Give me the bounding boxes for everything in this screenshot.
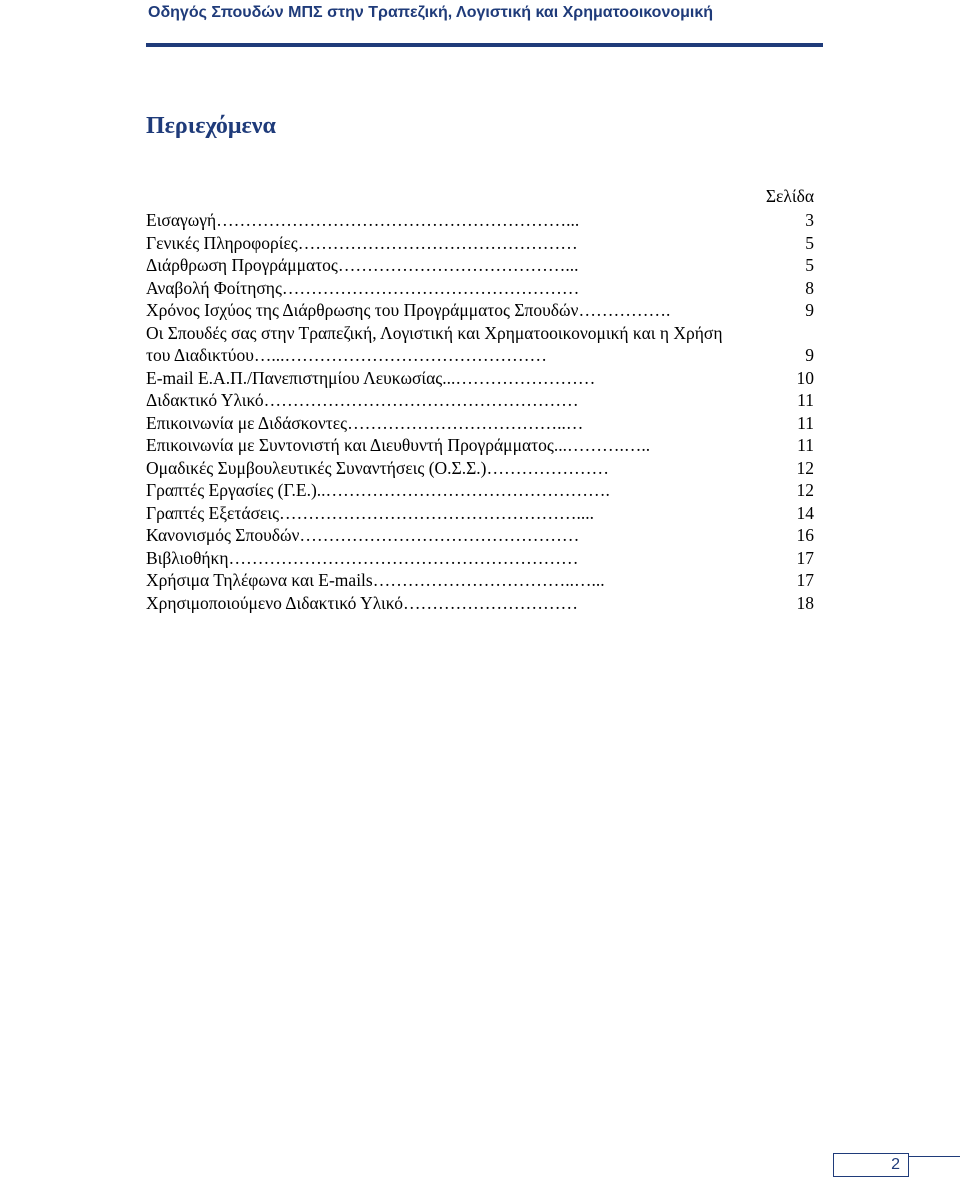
toc-entry-title: Γραπτές Εξετάσεις…………………………………………….... bbox=[146, 502, 595, 523]
toc-entry-title: Ομαδικές Συμβουλευτικές Συναντήσεις (Ο.Σ.Σ.)………………… bbox=[146, 457, 609, 478]
toc-entry-title: Χρόνος Ισχύος της Διάρθρωσης του Προγράμματος Σπουδών……………. bbox=[146, 300, 671, 320]
toc-entry-title: Χρησιμοποιούμενο Διδακτικό Υλικό………………………… bbox=[146, 592, 578, 613]
toc-entry[interactable] bbox=[146, 457, 814, 480]
toc-entry-page: 18 bbox=[796, 592, 814, 613]
toc-entry-title: Γενικές Πληροφορίες………………………………………… bbox=[146, 232, 578, 253]
toc-entry-page: 5 bbox=[805, 255, 814, 275]
toc-entry[interactable] bbox=[146, 209, 814, 232]
running-header-title: Οδηγός Σπουδών ΜΠΣ στην Τραπεζική, Λογιστική και Χρηματοοικονομική bbox=[148, 4, 714, 21]
toc-entry-page: 11 bbox=[797, 412, 814, 433]
toc-entry-page: 8 bbox=[805, 277, 814, 298]
toc-entry[interactable] bbox=[146, 412, 814, 435]
toc-entry-page: 14 bbox=[796, 502, 814, 523]
toc-entry[interactable] bbox=[146, 434, 814, 457]
toc-entry[interactable] bbox=[146, 502, 814, 525]
toc-entry[interactable] bbox=[146, 524, 814, 547]
toc-entry-title: Διάρθρωση Προγράμματος…………………………………... bbox=[146, 255, 579, 275]
toc-entry[interactable] bbox=[146, 254, 814, 277]
header-rule bbox=[146, 43, 823, 47]
toc-entry-title: E-mail Ε.Α.Π./Πανεπιστημίου Λευκωσίας...…………………… bbox=[146, 367, 596, 388]
toc-entry-page: 3 bbox=[805, 210, 814, 230]
toc-entry-title: Επικοινωνία με Διδάσκοντες………………………………..… bbox=[146, 412, 584, 433]
toc-entry-title: Εισαγωγή……………………………………………………... bbox=[146, 210, 580, 230]
toc-entry-title: Οι Σπουδές σας στην Τραπεζική, Λογιστική και Χρηματοοικονομική και η Χρήση του Διαδικτύου…...……………………………………… bbox=[146, 322, 723, 365]
toc-entry[interactable] bbox=[146, 547, 814, 570]
toc-entry[interactable] bbox=[146, 232, 814, 255]
toc-entry-page: 5 bbox=[805, 232, 814, 253]
toc-entry-title: Γραπτές Εργασίες (Γ.Ε.)..…………………………………………. bbox=[146, 480, 610, 500]
toc-entry-page: 9 bbox=[805, 345, 814, 365]
toc-entry[interactable] bbox=[146, 367, 814, 390]
toc-entry-page: 17 bbox=[796, 570, 814, 590]
toc-list bbox=[146, 209, 814, 614]
toc-entry[interactable] bbox=[146, 479, 814, 502]
toc-entry[interactable] bbox=[146, 389, 814, 412]
toc-entry-page: 11 bbox=[797, 390, 814, 410]
toc-entry[interactable] bbox=[146, 322, 814, 367]
toc-entry[interactable] bbox=[146, 592, 814, 615]
toc-entry-title: Χρήσιμα Τηλέφωνα και E-mails……………………………..…... bbox=[146, 570, 605, 590]
toc-entry-title: Αναβολή Φοίτησης…………………………………………… bbox=[146, 277, 580, 298]
toc-entry-page: 16 bbox=[796, 525, 814, 545]
page-number: 2 bbox=[891, 1156, 900, 1173]
toc-page-column-label: Σελίδα bbox=[765, 186, 814, 206]
toc-entry-page: 17 bbox=[796, 547, 814, 568]
toc-entry-title: Κανονισμός Σπουδών………………………………………… bbox=[146, 525, 580, 545]
toc-entry-page: 11 bbox=[797, 435, 814, 455]
toc-entry-title: Επικοινωνία με Συντονιστή και Διευθυντή Προγράμματος...……….….. bbox=[146, 435, 651, 455]
toc-entry[interactable] bbox=[146, 299, 814, 322]
toc-entry-page: 10 bbox=[796, 367, 814, 388]
toc-entry[interactable] bbox=[146, 569, 814, 592]
toc-entry-title: Βιβλιοθήκη…………………………………………………… bbox=[146, 547, 579, 568]
toc-heading: Περιεχόμενα bbox=[146, 113, 276, 139]
toc-entry-page: 9 bbox=[805, 300, 814, 320]
footer-rule bbox=[909, 1156, 960, 1157]
toc-entry[interactable] bbox=[146, 277, 814, 300]
toc-entry-page: 12 bbox=[796, 480, 814, 500]
page-number-box bbox=[833, 1153, 909, 1177]
toc-entry-page: 12 bbox=[796, 457, 814, 478]
toc-entry-title: Διδακτικό Υλικό……………………………………………… bbox=[146, 390, 579, 410]
